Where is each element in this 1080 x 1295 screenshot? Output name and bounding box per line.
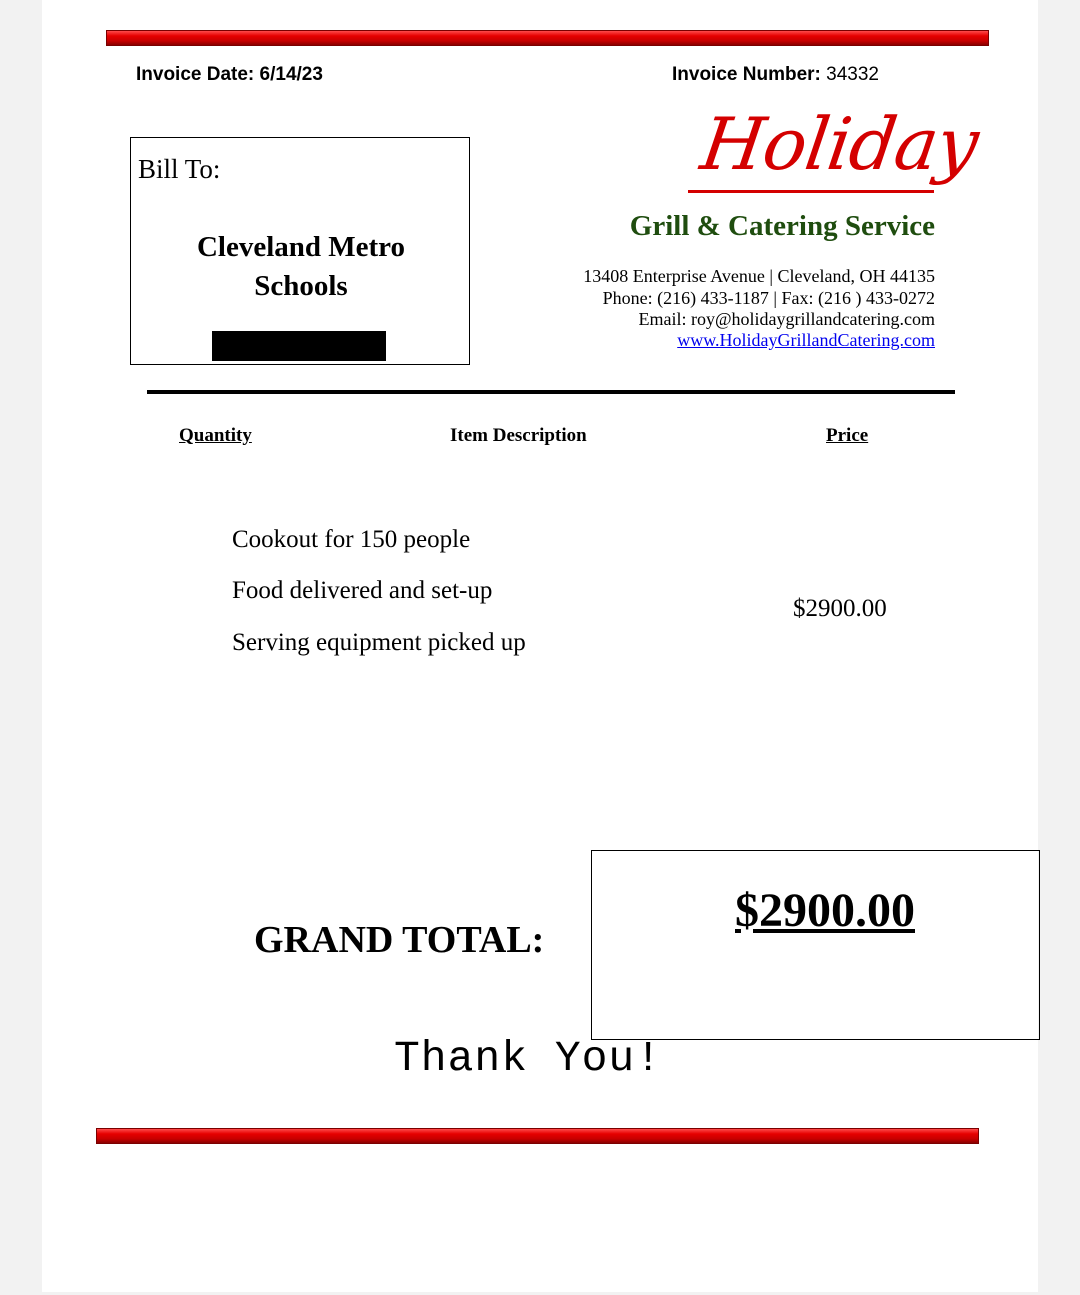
bill-to-name-line2: Schools bbox=[254, 270, 348, 302]
item-description-line: Serving equipment picked up bbox=[232, 629, 526, 656]
company-address: 13408 Enterprise Avenue | Cleveland, OH 44135 bbox=[583, 266, 935, 286]
invoice-number-value: 34332 bbox=[826, 64, 879, 85]
column-header-description: Item Description bbox=[450, 425, 587, 446]
grand-total-box bbox=[591, 850, 1040, 1040]
grand-total-value: $2900.00 bbox=[735, 884, 915, 937]
company-email: Email: roy@holidaygrillandcatering.com bbox=[638, 309, 935, 329]
bill-to-name-line1: Cleveland Metro bbox=[196, 231, 406, 263]
invoice-date-label: Invoice Date: bbox=[136, 64, 255, 85]
thank-you-message: Thank You! bbox=[394, 1034, 663, 1083]
redacted-block bbox=[212, 331, 386, 361]
item-description-line: Cookout for 150 people bbox=[232, 526, 471, 553]
company-website-link[interactable]: www.HolidayGrillandCatering.com bbox=[677, 330, 935, 350]
logo-underline bbox=[688, 190, 934, 193]
item-description-line: Food delivered and set-up bbox=[232, 577, 493, 604]
grand-total-label: GRAND TOTAL: bbox=[254, 919, 545, 961]
column-header-price: Price bbox=[826, 425, 869, 446]
company-phone: Phone: (216) 433-1187 | Fax: (216 ) 433-0272 bbox=[602, 288, 935, 308]
column-header-quantity: Quantity bbox=[179, 425, 252, 446]
company-name: Grill & Catering Service bbox=[629, 210, 935, 242]
invoice-page bbox=[42, 0, 1038, 1292]
bill-to-label: Bill To: bbox=[138, 154, 221, 184]
bottom-red-bar bbox=[96, 1128, 979, 1144]
invoice-number bbox=[672, 64, 879, 86]
invoice-number-label: Invoice Number: bbox=[672, 64, 821, 85]
item-price: $2900.00 bbox=[793, 595, 887, 622]
bill-to-box bbox=[130, 137, 470, 365]
invoice-date-value: 6/14/23 bbox=[259, 64, 323, 85]
bill-to-name bbox=[131, 228, 471, 306]
header-divider bbox=[147, 390, 955, 394]
invoice-date bbox=[136, 64, 323, 86]
company-logo: Holiday bbox=[696, 102, 983, 186]
top-red-bar bbox=[106, 30, 989, 46]
